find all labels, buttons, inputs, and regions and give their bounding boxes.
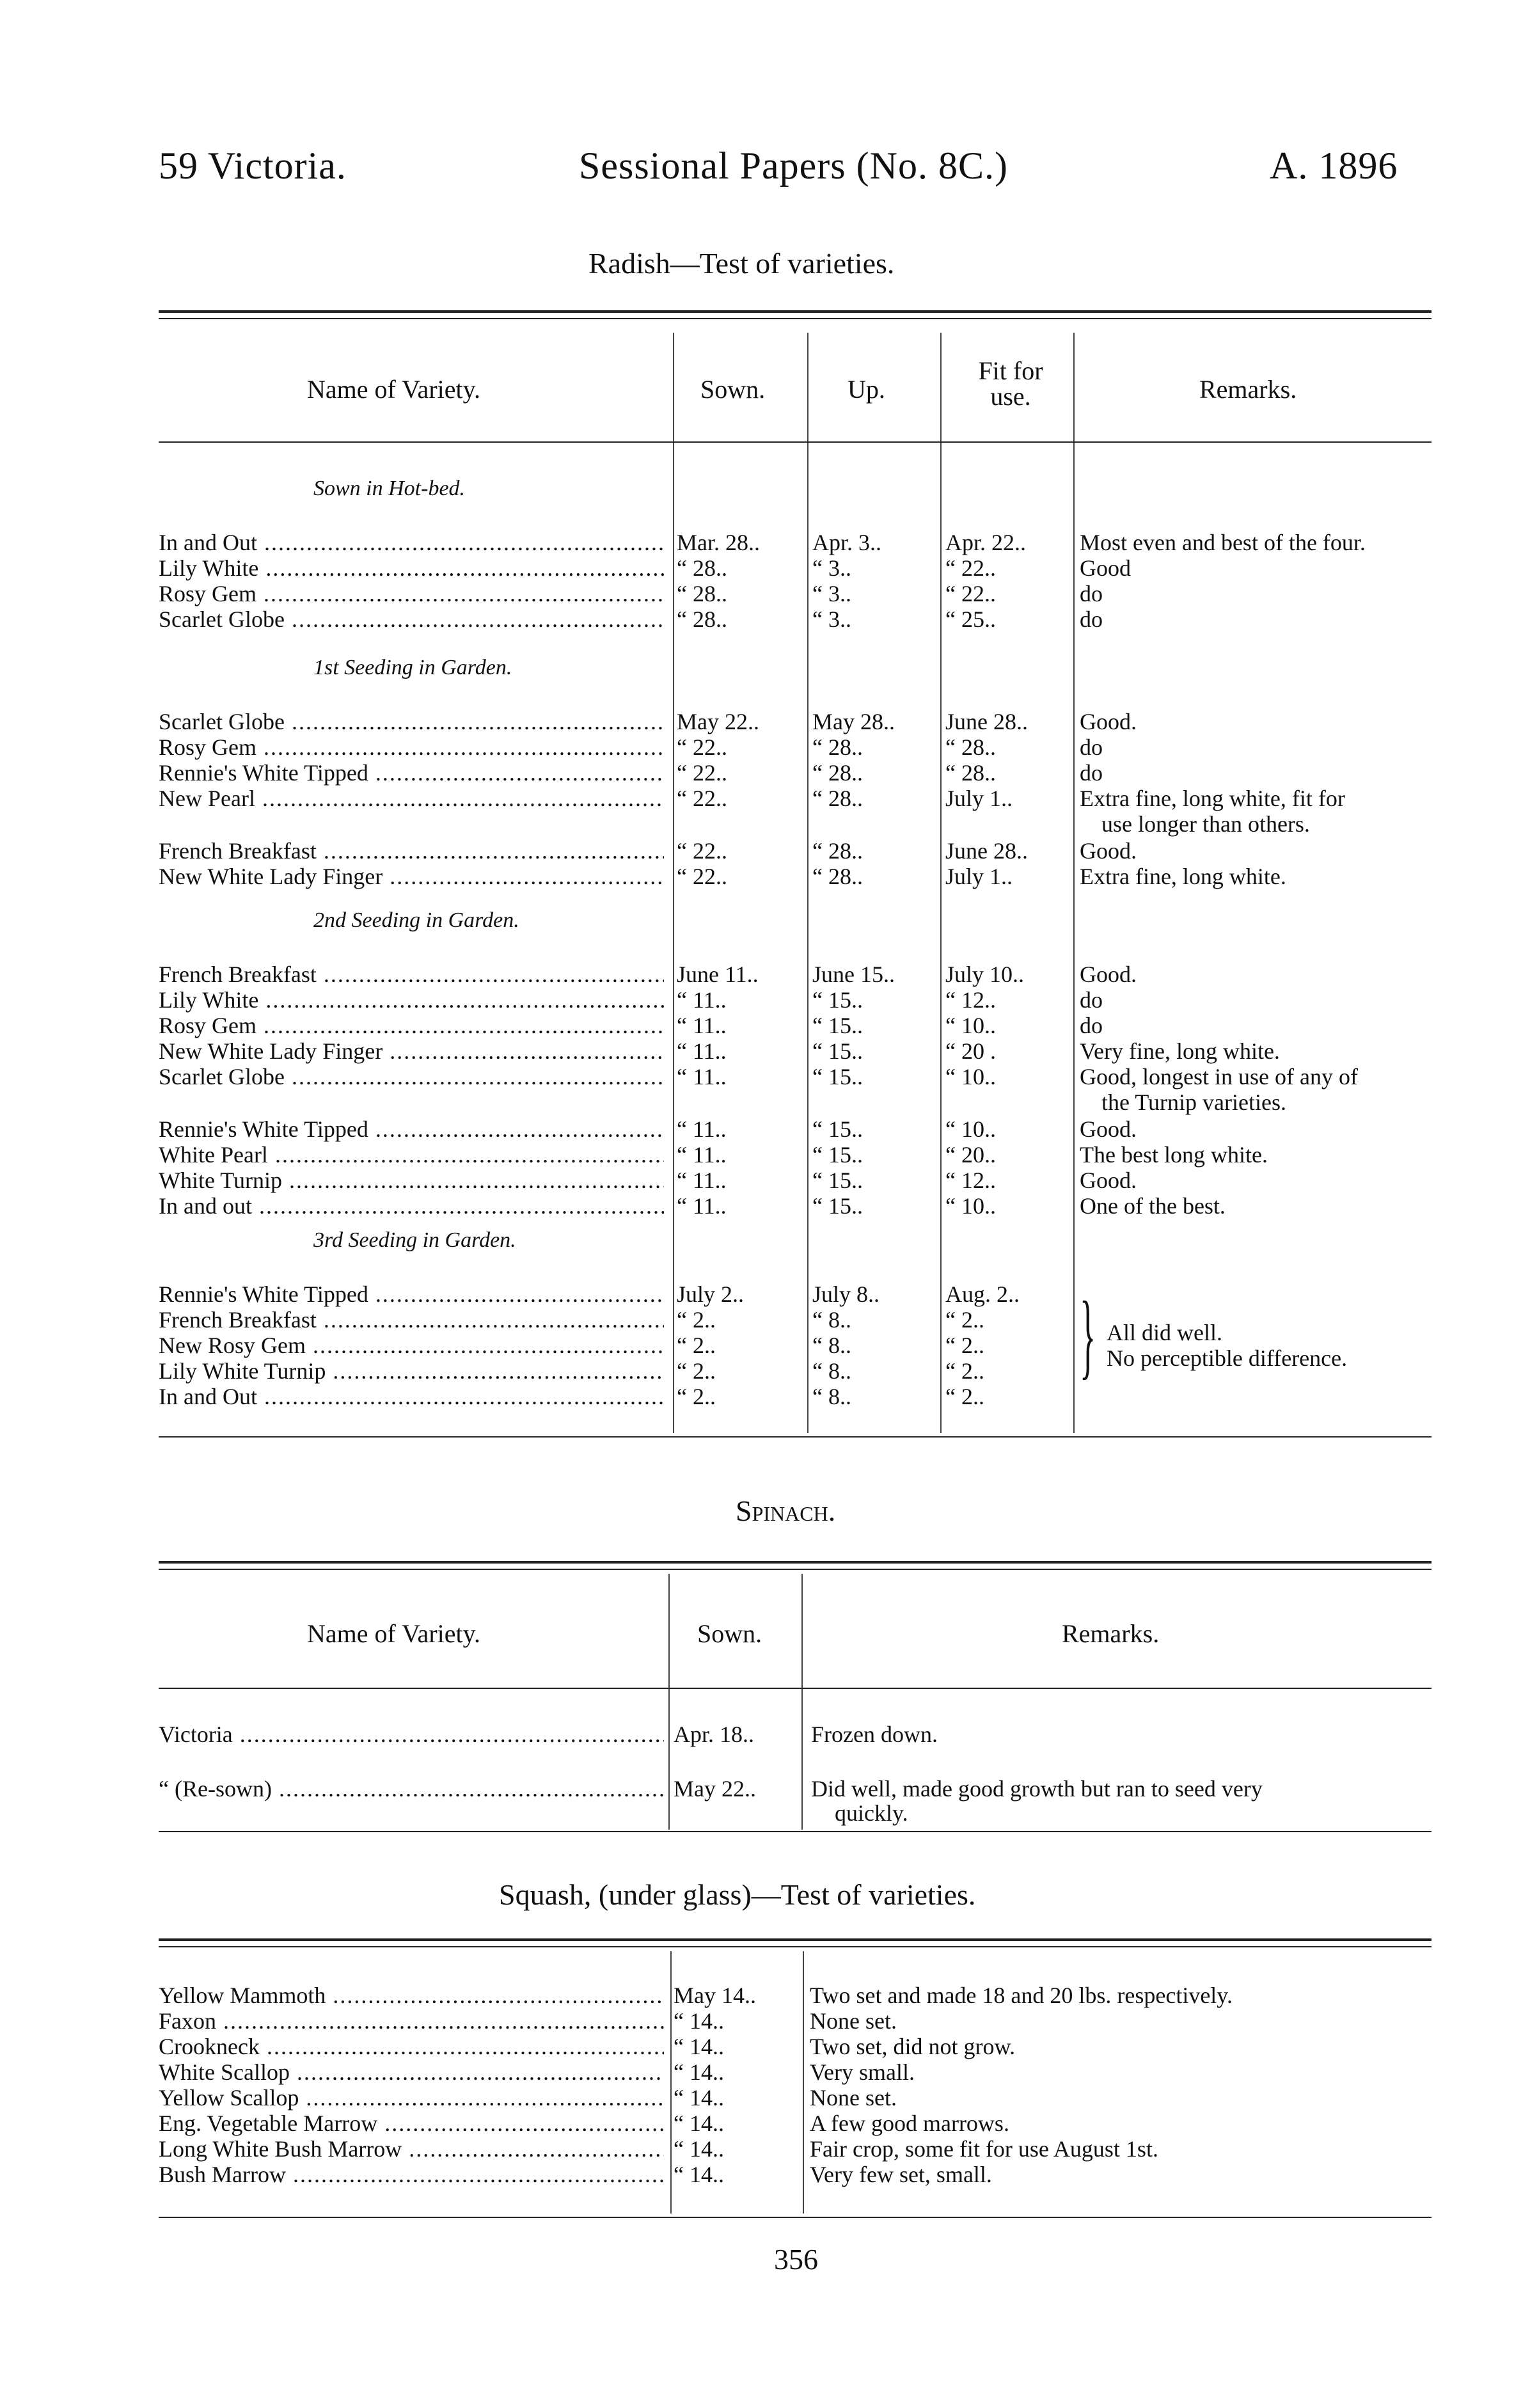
up-date: “ 15.. (812, 1064, 863, 1089)
variety-name: Crookneck ..... (159, 2033, 664, 2060)
sown-date: “ 14.. (674, 2085, 724, 2111)
radish-header-rule (159, 441, 1431, 443)
up-date: May 28.. (812, 709, 895, 734)
variety-name: Rosy Gem ..... (159, 734, 664, 761)
radish-top-rule (159, 310, 1431, 313)
table-row (159, 1192, 1438, 1219)
table-row (159, 1167, 1438, 1194)
variety-name: Scarlet Globe ..... (159, 606, 664, 633)
sown-date: “ 11.. (677, 1168, 727, 1193)
table-row (159, 2135, 1438, 2162)
up-date: “ 8.. (812, 1384, 851, 1409)
remarks: do (1080, 1013, 1103, 1038)
table-row (159, 1012, 1438, 1039)
page-number: 356 (774, 2243, 818, 2276)
fit-date: June 28.. (945, 838, 1028, 864)
variety-name: French Breakfast ..... (159, 837, 664, 864)
sown-date: May 22.. (677, 709, 759, 734)
variety-name: New White Lady Finger ..... (159, 1038, 664, 1065)
sown-date: “ 2.. (677, 1307, 716, 1333)
sown-date: June 11.. (677, 962, 759, 987)
radish-bottom-rule (159, 1436, 1431, 1438)
variety-name: Eng. Vegetable Marrow ..... (159, 2110, 664, 2137)
sown-date: “ 14.. (674, 2059, 724, 2085)
table-row (159, 1281, 1438, 1308)
remarks: Very few set, small. (810, 2162, 992, 2187)
fit-date: Apr. 22.. (945, 530, 1026, 555)
remarks-continued: use longer than others. (1101, 811, 1310, 837)
spinach-bottom-rule (159, 1831, 1431, 1832)
fit-date: “ 10.. (945, 1193, 996, 1219)
variety-name: New Rosy Gem ..... (159, 1332, 664, 1359)
sown-date: “ 22.. (677, 864, 727, 889)
sown-date: “ 11.. (677, 1064, 727, 1089)
sown-date: “ 14.. (674, 2162, 724, 2187)
variety-name: Yellow Scallop ..... (159, 2084, 664, 2111)
table-row (159, 986, 1438, 1013)
radish-title: Radish—Test of varieties. (588, 247, 895, 280)
table-row (159, 837, 1438, 864)
remarks: do (1080, 581, 1103, 606)
up-date: Apr. 3.. (812, 530, 881, 555)
variety-name: “ (Re-sown) ..... (159, 1775, 664, 1802)
sown-date: “ 14.. (674, 2111, 724, 2136)
remarks: Two set and made 18 and 20 lbs. respectively. (810, 1983, 1233, 2008)
table-row (159, 2110, 1438, 2137)
table-row (159, 1141, 1438, 1168)
sown-date: May 14.. (674, 1983, 756, 2008)
sown-date: “ 11.. (677, 1116, 727, 1142)
spinach-col-remarks: Remarks. (1062, 1619, 1160, 1648)
sown-date: “ 14.. (674, 2008, 724, 2034)
squash-top-rule (159, 1938, 1431, 1941)
radish-col-remarks: Remarks. (1199, 375, 1297, 404)
fit-date: June 28.. (945, 709, 1028, 734)
up-date: July 8.. (812, 1281, 880, 1307)
remarks: None set. (810, 2085, 897, 2111)
table-row (159, 708, 1438, 735)
up-date: “ 3.. (812, 581, 851, 606)
table-row (159, 606, 1438, 633)
remarks-continued: quickly. (835, 1800, 908, 1826)
table-row (159, 1775, 1438, 1802)
spinach-top-rule (159, 1561, 1431, 1564)
variety-name: Bush Marrow ..... (159, 2161, 664, 2188)
sown-date: “ 2.. (677, 1384, 716, 1409)
fit-date: “ 2.. (945, 1333, 984, 1358)
fit-date: “ 12.. (945, 1168, 996, 1193)
up-date: “ 15.. (812, 1193, 863, 1219)
variety-name: In and Out ..... (159, 529, 664, 556)
variety-name: French Breakfast ..... (159, 961, 664, 988)
remarks: Most even and best of the four. (1080, 530, 1366, 555)
up-date: “ 28.. (812, 838, 863, 864)
fit-date: “ 20.. (945, 1142, 996, 1168)
sown-date: “ 11.. (677, 987, 727, 1013)
remarks: Did well, made good growth but ran to seed very (811, 1776, 1263, 1802)
fit-date: “ 12.. (945, 987, 996, 1013)
remarks: Extra fine, long white. (1080, 864, 1286, 889)
sown-date: Apr. 18.. (674, 1722, 754, 1747)
table-row (159, 863, 1438, 890)
variety-name: Long White Bush Marrow ..... (159, 2135, 664, 2162)
sown-date: “ 28.. (677, 555, 727, 581)
table-row (159, 759, 1438, 786)
header-left: 59 Victoria. (159, 145, 347, 187)
sown-date: “ 11.. (677, 1142, 727, 1168)
up-date: “ 28.. (812, 864, 863, 889)
variety-name: Lily White Turnip ..... (159, 1358, 664, 1384)
sown-date: “ 11.. (677, 1193, 727, 1219)
up-date: “ 15.. (812, 1038, 863, 1064)
fit-date: “ 10.. (945, 1064, 996, 1089)
table-row (159, 1038, 1438, 1065)
remarks: Frozen down. (811, 1722, 938, 1747)
spinach-top-rule-2 (159, 1569, 1431, 1570)
radish-col-sown: Sown. (700, 375, 766, 404)
spinach-title: Spinach. (736, 1494, 836, 1527)
variety-name: Scarlet Globe ..... (159, 1063, 664, 1090)
squash-title: Squash, (under glass)—Test of varieties. (499, 1878, 976, 1911)
remarks: One of the best. (1080, 1193, 1226, 1219)
remarks: Good. (1080, 709, 1137, 734)
sown-date: July 2.. (677, 1281, 745, 1307)
table-row (159, 2084, 1438, 2111)
sown-date: “ 28.. (677, 581, 727, 606)
remarks: Good. (1080, 962, 1137, 987)
table-row (159, 2033, 1438, 2060)
radish-col-name: Name of Variety. (307, 375, 481, 404)
variety-name: White Scallop ..... (159, 2059, 664, 2086)
remarks: do (1080, 606, 1103, 632)
table-row (159, 2008, 1438, 2034)
remarks: Very small. (810, 2059, 915, 2085)
sown-date: “ 28.. (677, 606, 727, 632)
up-date: “ 3.. (812, 555, 851, 581)
radish-top-rule-2 (159, 318, 1431, 319)
remarks: Good, longest in use of any of (1080, 1064, 1358, 1089)
fit-date: July 1.. (945, 864, 1013, 889)
fit-date: July 10.. (945, 962, 1025, 987)
sown-date: Mar. 28.. (677, 530, 760, 555)
table-row (159, 580, 1438, 607)
variety-name: French Breakfast ..... (159, 1306, 664, 1333)
variety-name: Rosy Gem ..... (159, 1012, 664, 1039)
variety-name: Rennie's White Tipped ..... (159, 1116, 664, 1143)
variety-name: New White Lady Finger ..... (159, 863, 664, 890)
sown-date: “ 2.. (677, 1358, 716, 1384)
remarks-continued: the Turnip varieties. (1101, 1089, 1286, 1115)
table-row (159, 529, 1438, 556)
remarks: Extra fine, long white, fit for (1080, 786, 1345, 811)
variety-name: Yellow Mammoth ..... (159, 1982, 664, 2009)
variety-name: Rennie's White Tipped ..... (159, 1281, 664, 1308)
table-row (159, 1116, 1438, 1143)
squash-bottom-rule (159, 2217, 1431, 2218)
brace-icon: } (1080, 1282, 1096, 1388)
up-date: “ 8.. (812, 1358, 851, 1384)
sown-date: “ 11.. (677, 1013, 727, 1038)
remarks: Good. (1080, 1116, 1137, 1142)
up-date: “ 8.. (812, 1307, 851, 1333)
up-date: “ 28.. (812, 786, 863, 811)
variety-name: Victoria ..... (159, 1721, 664, 1748)
table-row (159, 2161, 1438, 2188)
sown-date: “ 22.. (677, 734, 727, 760)
squash-top-rule-2 (159, 1946, 1431, 1947)
variety-name: Scarlet Globe ..... (159, 708, 664, 735)
spinach-col-sown: Sown. (697, 1619, 762, 1648)
variety-name: New Pearl ..... (159, 785, 664, 812)
remarks: Two set, did not grow. (810, 2034, 1016, 2059)
up-date: “ 15.. (812, 1116, 863, 1142)
group-label: Sown in Hot-bed. (313, 477, 466, 500)
variety-name: Lily White ..... (159, 986, 664, 1013)
remarks: None set. (810, 2008, 897, 2034)
remarks: Very fine, long white. (1080, 1038, 1280, 1064)
header-center: Sessional Papers (No. 8C.) (579, 145, 1008, 187)
fit-date: “ 10.. (945, 1013, 996, 1038)
remarks: The best long white. (1080, 1142, 1268, 1168)
group-label: 2nd Seeding in Garden. (313, 908, 519, 932)
table-row (159, 1982, 1438, 2009)
up-date: “ 3.. (812, 606, 851, 632)
sown-date: “ 2.. (677, 1333, 716, 1358)
spinach-col-name: Name of Variety. (307, 1619, 481, 1648)
sown-date: “ 22.. (677, 760, 727, 786)
variety-name: In and Out ..... (159, 1383, 664, 1410)
fit-date: “ 25.. (945, 606, 996, 632)
fit-date: “ 22.. (945, 581, 996, 606)
up-date: June 15.. (812, 962, 895, 987)
variety-name: Lily White ..... (159, 555, 664, 582)
variety-name: In and out ..... (159, 1192, 664, 1219)
table-row (159, 1721, 1438, 1748)
group-remark: No perceptible difference. (1107, 1345, 1348, 1371)
remarks: do (1080, 760, 1103, 786)
group-label: 1st Seeding in Garden. (313, 656, 512, 679)
header-right: A. 1896 (1270, 145, 1398, 187)
fit-date: “ 22.. (945, 555, 996, 581)
fit-date: “ 28.. (945, 734, 996, 760)
table-row (159, 1383, 1438, 1410)
radish-col-up: Up. (848, 375, 885, 404)
spinach-header-rule (159, 1688, 1431, 1689)
remarks: Good. (1080, 838, 1137, 864)
up-date: “ 15.. (812, 1168, 863, 1193)
table-row (159, 961, 1438, 988)
fit-date: “ 2.. (945, 1358, 984, 1384)
remarks: do (1080, 987, 1103, 1013)
fit-date: July 1.. (945, 786, 1013, 811)
group-remark: All did well. (1107, 1320, 1222, 1345)
remarks: Good. (1080, 1168, 1137, 1193)
up-date: “ 15.. (812, 1013, 863, 1038)
sown-date: “ 14.. (674, 2136, 724, 2162)
variety-name: White Pearl ..... (159, 1141, 664, 1168)
fit-date: “ 2.. (945, 1384, 984, 1409)
fit-date: “ 28.. (945, 760, 996, 786)
up-date: “ 15.. (812, 987, 863, 1013)
fit-date: “ 2.. (945, 1307, 984, 1333)
table-row (159, 1063, 1438, 1090)
up-date: “ 28.. (812, 760, 863, 786)
sown-date: “ 14.. (674, 2034, 724, 2059)
radish-col-fit: Fit for use. (978, 356, 1043, 411)
table-row (159, 734, 1438, 761)
fit-date: Aug. 2.. (945, 1281, 1020, 1307)
sown-date: “ 22.. (677, 838, 727, 864)
group-label: 3rd Seeding in Garden. (313, 1228, 516, 1252)
remarks: Good (1080, 555, 1131, 581)
fit-date: “ 10.. (945, 1116, 996, 1142)
sown-date: May 22.. (674, 1776, 756, 1802)
table-row (159, 785, 1438, 812)
remarks: A few good marrows. (810, 2111, 1009, 2136)
fit-date: “ 20 . (945, 1038, 996, 1064)
table-row (159, 2059, 1438, 2086)
variety-name: Rosy Gem ..... (159, 580, 664, 607)
variety-name: Rennie's White Tipped ..... (159, 759, 664, 786)
up-date: “ 28.. (812, 734, 863, 760)
table-row (159, 555, 1438, 582)
remarks: do (1080, 734, 1103, 760)
up-date: “ 15.. (812, 1142, 863, 1168)
variety-name: White Turnip ..... (159, 1167, 664, 1194)
sown-date: “ 22.. (677, 786, 727, 811)
up-date: “ 8.. (812, 1333, 851, 1358)
variety-name: Faxon ..... (159, 2008, 664, 2034)
sown-date: “ 11.. (677, 1038, 727, 1064)
remarks: Fair crop, some fit for use August 1st. (810, 2136, 1158, 2162)
table-row (159, 1306, 1438, 1333)
